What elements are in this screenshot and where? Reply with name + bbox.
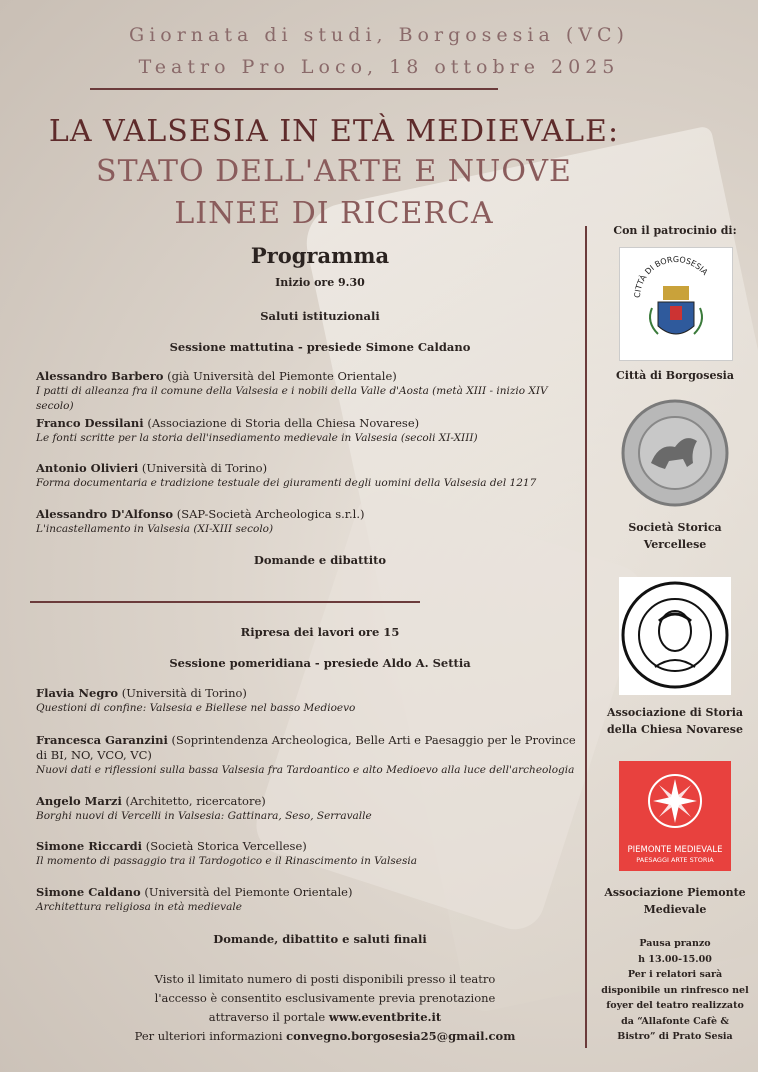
org3-line2: della Chiesa Novarese — [607, 723, 743, 736]
lunch-line2: h 13.00-15.00 — [638, 953, 712, 965]
morning-qa: Domande e dibattito — [253, 553, 387, 567]
lion-seal-icon — [619, 397, 731, 509]
speaker-affiliation: (SAP-Società Archeologica s.r.l.) — [173, 507, 365, 521]
footer-line3-text: attraverso il portale — [208, 1010, 329, 1024]
eventbrite-link[interactable]: www.eventbrite.it — [328, 1010, 442, 1024]
org2-name — [595, 519, 755, 553]
org1-name: Città di Borgosesia — [616, 369, 734, 382]
talk-item — [36, 885, 576, 915]
org3-name — [595, 704, 755, 738]
speaker-name: Franco Dessilani — [36, 416, 144, 430]
lunch-line4: disponibile un rinfresco nel — [601, 984, 749, 996]
chiesa-novarese-seal — [619, 577, 731, 695]
org4-line2: Medievale — [643, 903, 707, 916]
saint-seal-icon — [619, 577, 731, 695]
speaker-name: Angelo Marzi — [36, 794, 122, 808]
logo4-line2: PAESAGGI ARTE STORIA — [636, 856, 714, 864]
speaker-name: Flavia Negro — [36, 686, 119, 700]
lunch-line5: foyer del teatro realizzato — [606, 1000, 744, 1011]
talk-title: Forma documentaria e tradizione testuale dei giuramenti degli uomini della Valsesia del 1217 — [36, 477, 537, 489]
talk-title: L'incastellamento in Valsesia (XI-XIII secolo) — [36, 523, 274, 535]
footer-line1: Visto il limitato numero di posti disponibili presso il teatro — [154, 972, 496, 986]
speaker-name: Alessandro D'Alfonso — [36, 507, 174, 521]
title-line1: LA VALSESIA IN ETÀ MEDIEVALE: — [48, 114, 620, 149]
talk-item — [36, 369, 576, 414]
talk-title: Borghi nuovi di Vercelli in Valsesia: Gattinara, Seso, Serravalle — [36, 810, 372, 822]
org4-line1: Associazione Piemonte — [604, 886, 746, 899]
talk-item — [36, 686, 576, 716]
talk-title: Le fonti scritte per la storia dell'insediamento medievale in Valsesia (secoli XI-XIII) — [36, 432, 478, 444]
org2-line2: Vercellese — [643, 538, 707, 551]
societa-storica-seal — [619, 397, 731, 509]
piemonte-medievale-logo — [619, 761, 731, 871]
speaker-name: Antonio Olivieri — [36, 461, 139, 475]
speaker-name: Simone Caldano — [36, 885, 141, 899]
speaker-name: Simone Riccardi — [36, 839, 143, 853]
talk-item — [36, 461, 576, 491]
lunch-note — [595, 936, 755, 1045]
org4-name — [595, 884, 755, 918]
lunch-line6: da “Allafonte Cafè & — [621, 1015, 729, 1027]
patronage-heading: Con il patrocinio di: — [613, 224, 737, 237]
star-rose-icon — [619, 761, 731, 841]
start-time: Inizio ore 9.30 — [275, 276, 365, 289]
lunch-line1: Pausa pranzo — [639, 938, 711, 949]
header-divider — [90, 88, 498, 90]
speaker-affiliation: (Architetto, ricercatore) — [121, 794, 266, 808]
email-link[interactable]: convegno.borgosesia25@gmail.com — [286, 1029, 516, 1043]
talk-title: Questioni di confine: Valsesia e Biellese nel basso Medioevo — [36, 702, 356, 714]
speaker-affiliation: (Associazione di Storia della Chiesa Novarese) — [143, 416, 420, 430]
speaker-affiliation: (Università di Torino) — [118, 686, 247, 700]
resume-time: Ripresa dei lavori ore 15 — [240, 625, 400, 639]
talk-title: Il momento di passaggio tra il Tardogotico e il Rinascimento in Valsesia — [36, 855, 418, 867]
logo1-arc-text: CITTÀ DI BORGOSESIA — [632, 254, 710, 299]
talk-item — [36, 794, 576, 824]
afternoon-session: Sessione pomeridiana - presiede Aldo A. Settia — [169, 656, 471, 670]
speaker-affiliation: (Università del Piemonte Orientale) — [140, 885, 353, 899]
speaker-affiliation: (Società Storica Vercellese) — [142, 839, 307, 853]
final-qa: Domande, dibattito e saluti finali — [213, 932, 427, 946]
footer-line4-text: Per ulteriori informazioni — [134, 1029, 287, 1043]
speaker-affiliation: (Soprintendenza Archeologica, Belle Arti e Paesaggio per le Province di BI, NO, VCO, VC) — [36, 733, 576, 762]
lunch-line7: Bistro” di Prato Sesia — [617, 1031, 733, 1042]
speaker-name: Alessandro Barbero — [36, 369, 164, 383]
talk-title: Architettura religiosa in età medievale — [36, 901, 242, 913]
talk-title: I patti di alleanza fra il comune della Valsesia e i nobili della Valle d'Aosta (metà XIII - inizio XIV secolo) — [36, 385, 548, 412]
talk-item — [36, 507, 576, 537]
lunch-line3: Per i relatori sarà — [627, 969, 723, 980]
speaker-name: Francesca Garanzini — [36, 733, 168, 747]
speaker-affiliation: (già Università del Piemonte Orientale) — [163, 369, 397, 383]
footer-line2: l'accesso è consentito esclusivamente previa prenotazione — [154, 991, 496, 1005]
logo4-line1: PIEMONTE MEDIEVALE — [627, 845, 723, 855]
borgosesia-logo — [619, 247, 733, 361]
talk-item — [36, 839, 576, 869]
org2-line1: Società Storica — [628, 521, 722, 534]
footer-note — [130, 970, 520, 1046]
talk-item — [36, 416, 576, 446]
org3-line1: Associazione di Storia — [606, 706, 743, 719]
event-header-line2: Teatro Pro Loco, 18 ottobre 2025 — [138, 56, 620, 78]
talk-title: Nuovi dati e riflessioni sulla bassa Valsesia fra Tardoantico e alto Medioevo alla luce dell'archeologia — [36, 764, 575, 776]
greetings: Saluti istituzionali — [260, 309, 380, 323]
morning-session: Sessione mattutina - presiede Simone Caldano — [169, 340, 471, 354]
title-line2: STATO DELL'ARTE E NUOVE — [96, 154, 572, 189]
borgosesia-crest-icon — [620, 248, 732, 360]
title-line3: LINEE DI RICERCA — [174, 196, 494, 231]
talk-item — [36, 733, 576, 778]
session-divider — [30, 601, 420, 603]
event-header-line1: Giornata di studi, Borgosesia (VC) — [129, 24, 629, 46]
speaker-affiliation: (Università di Torino) — [138, 461, 268, 475]
program-heading: Programma — [250, 243, 390, 268]
